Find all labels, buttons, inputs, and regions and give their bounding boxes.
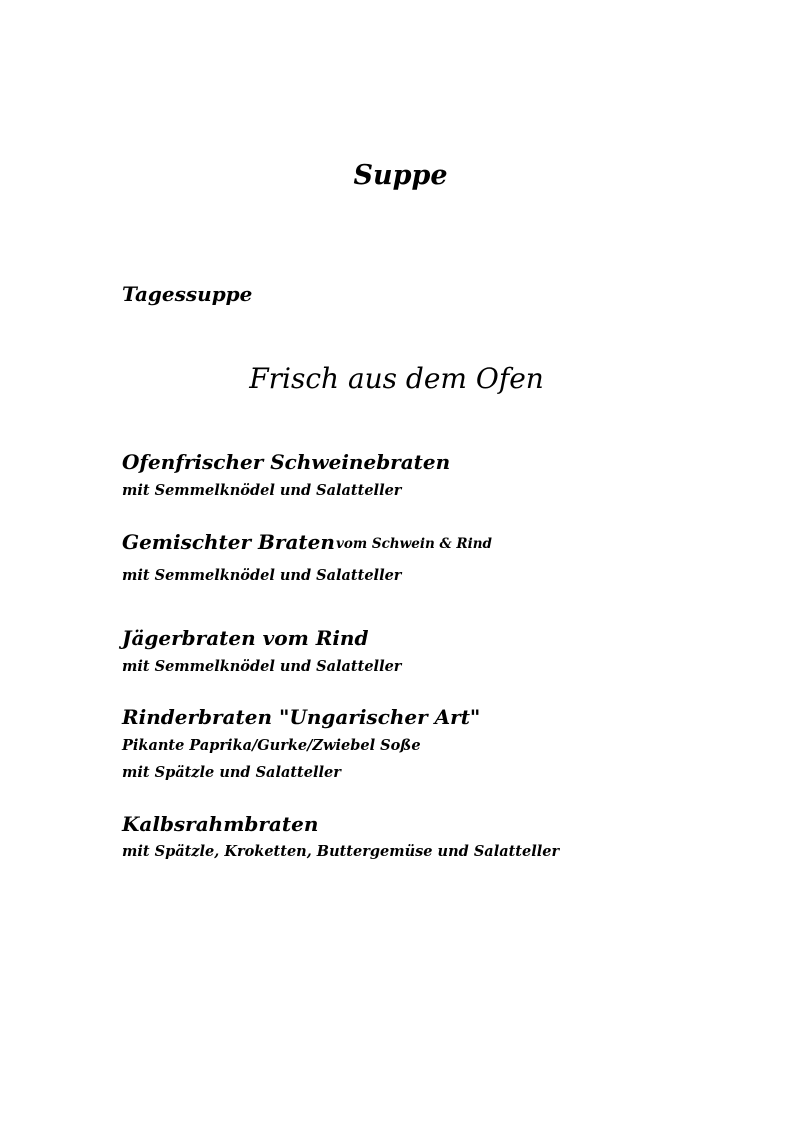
menu-item-tagessuppe: Tagessuppe — [122, 282, 253, 306]
menu-item-detail: mit Spätzle, Kroketten, Buttergemüse und Salatteller — [122, 843, 560, 860]
section-heading-suppe: Suppe — [353, 160, 448, 191]
section-heading-ofen: Frisch aus dem Ofen — [249, 362, 544, 395]
menu-item-detail: mit Semmelknödel und Salatteller — [122, 567, 402, 584]
menu-item-title: Jägerbraten vom Rind — [122, 626, 369, 650]
menu-item-detail: mit Spätzle und Salatteller — [122, 764, 341, 781]
menu-item-note: vom Schwein & Rind — [336, 536, 492, 552]
menu-item-title: Kalbsrahmbraten — [122, 812, 319, 836]
menu-item-detail: mit Semmelknödel und Salatteller — [122, 482, 402, 499]
menu-item-detail: Pikante Paprika/Gurke/Zwiebel Soße — [122, 737, 421, 754]
menu-item-title: Rinderbraten "Ungarischer Art" — [122, 705, 481, 729]
menu-item-title: Ofenfrischer Schweinebraten — [122, 450, 451, 474]
menu-item-detail: mit Semmelknödel und Salatteller — [122, 658, 402, 675]
menu-item-title: Gemischter Braten — [122, 530, 335, 554]
